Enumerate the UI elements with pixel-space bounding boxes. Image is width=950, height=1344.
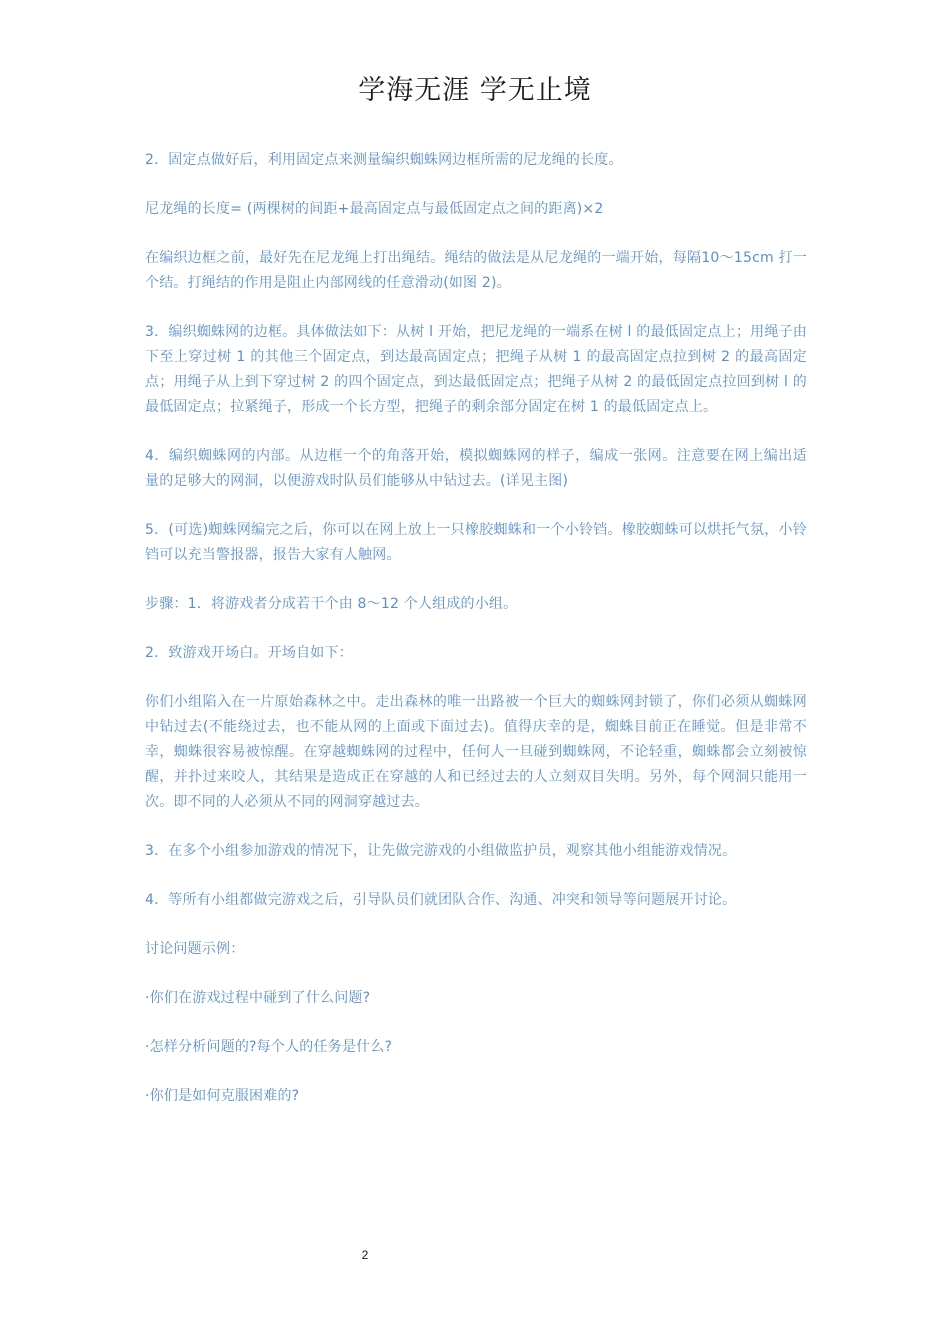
paragraph-weave-frame: 3．编织蜘蛛网的边框。具体做法如下：从树 l 开始，把尼龙绳的一端系在树 l 的最低固定点上；用绳子由下至上穿过树 1 的其他三个固定点，到达最高固定点；把绳子从树 1 的最高固定点拉到树 2 的最高固定点；用绳子从上到下穿过树 2 的四个固定点，到达最低固定点；把绳子从树 2 的最低固定点拉回到树 l 的最低固定点；拉紧绳子，形成一个长方型，把绳子的剩余部分固定在树 1 的最低固定点上。 — [145, 324, 807, 415]
document-body — [145, 148, 807, 1133]
page-header-title: 学海无涯 学无止境 — [358, 75, 592, 106]
paragraph-optional-spider-bell: 5．(可选)蜘蛛网编完之后，你可以在网上放上一只橡胶蜘蛛和一个小铃铛。橡胶蜘蛛可以烘托气氛，小铃铛可以充当警报器，报告大家有人触网。 — [145, 522, 807, 563]
paragraph-rope-knots: 在编织边框之前，最好先在尼龙绳上打出绳结。绳结的做法是从尼龙绳的一端开始，每隔10～15cm 打一个结。打绳结的作用是阻止内部网线的任意滑动(如图 2)。 — [145, 250, 807, 291]
paragraph-discussion-heading: 讨论问题示例： — [145, 941, 245, 957]
paragraph-rope-length-formula: 尼龙绳的长度= (两棵树的间距+最高固定点与最低固定点之间的距离)×2 — [145, 201, 604, 217]
discussion-question-3: ·你们是如何克服困难的? — [145, 1088, 300, 1104]
paragraph-step-2: 2．致游戏开场白。开场自如下： — [145, 645, 353, 661]
paragraph-step-4: 4．等所有小组都做完游戏之后，引导队员们就团队合作、沟通、冲突和领导等问题展开讨论。 — [145, 892, 737, 908]
paragraph-weave-interior: 4．编织蜘蛛网的内部。从边框一个的角落开始，模拟蜘蛛网的样子，编成一张网。注意要在网上编出适量的足够大的网洞，以便游戏时队员们能够从中钻过去。(详见主图) — [145, 448, 807, 489]
paragraph-step-3: 3．在多个小组参加游戏的情况下，让先做完游戏的小组做监护员，观察其他小组能游戏情况。 — [145, 843, 737, 859]
discussion-question-1: ·你们在游戏过程中碰到了什么问题? — [145, 990, 371, 1006]
paragraph-step-1: 步骤：1．将游戏者分成若干个由 8～12 个人组成的小组。 — [145, 596, 518, 612]
page-number: 2 — [361, 1248, 369, 1262]
discussion-question-2: ·怎样分析问题的?每个人的任务是什么? — [145, 1039, 393, 1055]
paragraph-fixed-point-measure: 2．固定点做好后，利用固定点来测量编织蜘蛛网边框所需的尼龙绳的长度。 — [145, 152, 623, 168]
paragraph-opening-story: 你们小组陷入在一片原始森林之中。走出森林的唯一出路被一个巨大的蜘蛛网封锁了，你们必须从蜘蛛网中钻过去(不能绕过去，也不能从网的上面或下面过去)。值得庆幸的是，蜘蛛目前正在睡觉。但是非常不幸，蜘蛛很容易被惊醒。在穿越蜘蛛网的过程中，任何人一旦碰到蜘蛛网，不论轻重，蜘蛛都会立刻被惊醒，并扑过来咬人，其结果是造成正在穿越的人和已经过去的人立刻双目失明。另外，每个网洞只能用一次。即不同的人必须从不同的网洞穿越过去。 — [145, 694, 807, 810]
